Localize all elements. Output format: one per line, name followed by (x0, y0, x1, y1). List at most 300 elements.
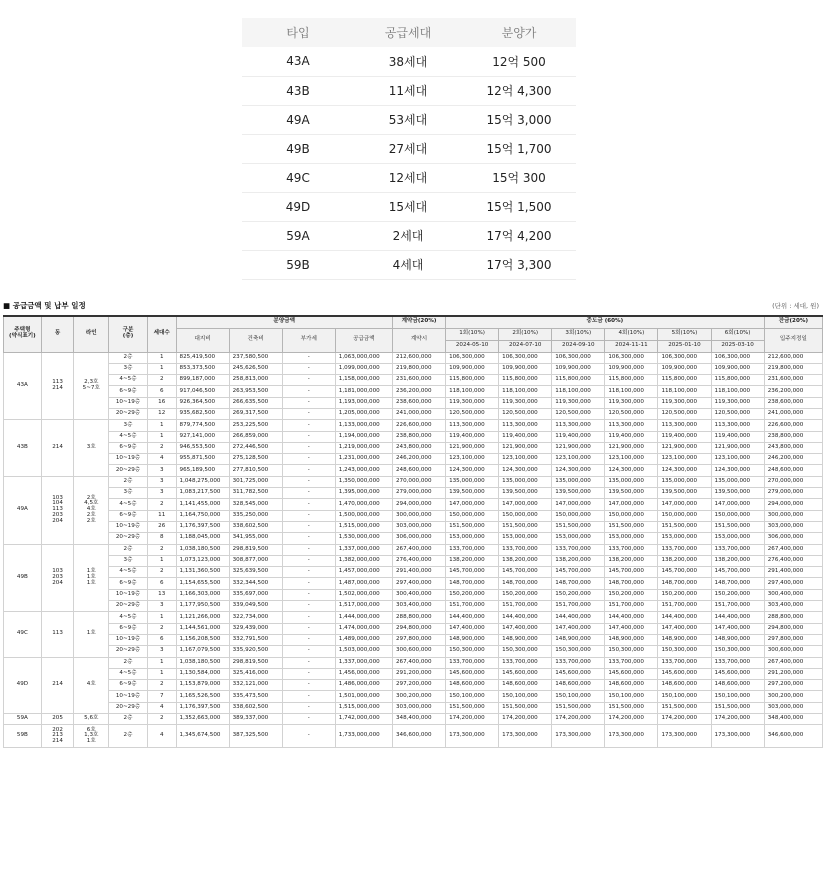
summary-type: 43B (242, 76, 354, 105)
cell-total: 1,487,000,000 (335, 578, 392, 589)
cell-deposit: 238,600,000 (392, 397, 445, 408)
cell-middle-6: 148,900,000 (711, 634, 764, 645)
cell-line: 5,6호 (74, 714, 109, 725)
cell-middle-2: 151,500,000 (499, 702, 552, 713)
cell-balance: 246,200,000 (764, 454, 822, 465)
cell-vat: - (282, 725, 335, 748)
cell-middle-2: 118,100,000 (499, 386, 552, 397)
cell-middle-4: 150,000,000 (605, 510, 658, 521)
cell-balance: 303,000,000 (764, 702, 822, 713)
cell-middle-4: 115,800,000 (605, 375, 658, 386)
table-row (4, 567, 823, 578)
cell-floor: 20~29층 (109, 465, 148, 476)
cell-building: 332,344,500 (229, 578, 282, 589)
cell-balance: 212,600,000 (764, 352, 822, 363)
cell-households: 6 (147, 386, 176, 397)
cell-floor: 6~9층 (109, 386, 148, 397)
cell-middle-3: 120,500,000 (552, 408, 605, 419)
cell-middle-6: 145,600,000 (711, 668, 764, 679)
cell-households: 13 (147, 589, 176, 600)
cell-middle-4: 106,300,000 (605, 352, 658, 363)
cell-balance: 226,600,000 (764, 420, 822, 431)
cell-middle-1: 124,300,000 (446, 465, 499, 476)
cell-households: 2 (147, 499, 176, 510)
header-middle-3: 3회(10%) (552, 328, 605, 340)
cell-total: 1,457,000,000 (335, 567, 392, 578)
cell-middle-5: 113,300,000 (658, 420, 711, 431)
cell-floor: 2층 (109, 725, 148, 748)
cell-middle-6: 115,800,000 (711, 375, 764, 386)
cell-land: 927,141,000 (176, 431, 229, 442)
cell-households: 1 (147, 420, 176, 431)
cell-middle-3: 113,300,000 (552, 420, 605, 431)
cell-deposit: 306,000,000 (392, 533, 445, 544)
cell-middle-1: 148,600,000 (446, 680, 499, 691)
cell-middle-5: 115,800,000 (658, 375, 711, 386)
summary-units: 2세대 (354, 221, 462, 250)
cell-total: 1,474,000,000 (335, 623, 392, 634)
cell-total: 1,500,000,000 (335, 510, 392, 521)
summary-header-row (242, 18, 576, 47)
cell-middle-4: 145,600,000 (605, 668, 658, 679)
cell-land: 1,073,123,000 (176, 555, 229, 566)
cell-middle-3: 150,000,000 (552, 510, 605, 521)
header-middle-6: 6회(10%) (711, 328, 764, 340)
cell-middle-6: 124,300,000 (711, 465, 764, 476)
cell-vat: - (282, 352, 335, 363)
cell-vat: - (282, 578, 335, 589)
header-deposit-when: 계약시 (392, 328, 445, 352)
header-type: 주택형 (약식표기) (4, 316, 42, 352)
cell-vat: - (282, 375, 335, 386)
cell-deposit: 303,400,000 (392, 601, 445, 612)
cell-middle-3: 151,700,000 (552, 601, 605, 612)
cell-middle-6: 174,200,000 (711, 714, 764, 725)
cell-balance: 300,000,000 (764, 510, 822, 521)
cell-middle-6: 135,000,000 (711, 476, 764, 487)
header-total: 공급금액 (335, 328, 392, 352)
cell-deposit: 238,800,000 (392, 431, 445, 442)
cell-middle-3: 138,200,000 (552, 555, 605, 566)
summary-type: 49D (242, 192, 354, 221)
cell-middle-4: 138,200,000 (605, 555, 658, 566)
cell-households: 3 (147, 646, 176, 657)
header-vat: 부가세 (282, 328, 335, 352)
table-row (4, 431, 823, 442)
cell-balance: 267,400,000 (764, 657, 822, 668)
cell-middle-2: 148,700,000 (499, 578, 552, 589)
cell-land: 1,038,180,500 (176, 657, 229, 668)
cell-middle-5: 139,500,000 (658, 488, 711, 499)
table-row (4, 578, 823, 589)
cell-vat: - (282, 431, 335, 442)
cell-middle-4: 174,200,000 (605, 714, 658, 725)
header-deposit-group: 계약금(20%) (392, 316, 445, 328)
cell-middle-5: 148,900,000 (658, 634, 711, 645)
cell-line: 4호 (74, 657, 109, 713)
cell-vat: - (282, 488, 335, 499)
cell-middle-1: 151,500,000 (446, 521, 499, 532)
cell-middle-4: 148,700,000 (605, 578, 658, 589)
cell-middle-1: 119,300,000 (446, 397, 499, 408)
cell-households: 1 (147, 668, 176, 679)
cell-vat: - (282, 657, 335, 668)
cell-middle-4: 120,500,000 (605, 408, 658, 419)
cell-middle-3: 173,300,000 (552, 725, 605, 748)
cell-middle-2: 139,500,000 (499, 488, 552, 499)
cell-building: 275,128,500 (229, 454, 282, 465)
cell-middle-1: 153,000,000 (446, 533, 499, 544)
cell-middle-3: 153,000,000 (552, 533, 605, 544)
cell-middle-4: 150,100,000 (605, 691, 658, 702)
header-middle-date-1: 2024-05-10 (446, 340, 499, 352)
cell-floor: 20~29층 (109, 702, 148, 713)
cell-middle-6: 121,900,000 (711, 442, 764, 453)
cell-middle-4: 153,000,000 (605, 533, 658, 544)
cell-middle-5: 148,600,000 (658, 680, 711, 691)
cell-middle-1: 121,900,000 (446, 442, 499, 453)
cell-middle-6: 133,700,000 (711, 544, 764, 555)
cell-land: 1,165,526,500 (176, 691, 229, 702)
cell-floor: 4~5층 (109, 499, 148, 510)
cell-balance: 303,000,000 (764, 521, 822, 532)
summary-row (242, 134, 576, 163)
cell-land: 1,176,397,500 (176, 521, 229, 532)
cell-middle-4: 151,700,000 (605, 601, 658, 612)
cell-middle-2: 133,700,000 (499, 544, 552, 555)
cell-line: 2,3호 5~7호 (74, 352, 109, 420)
cell-middle-5: 153,000,000 (658, 533, 711, 544)
cell-line: 6호 1,3호 1호 (74, 725, 109, 748)
cell-middle-5: 109,900,000 (658, 363, 711, 374)
cell-total: 1,489,000,000 (335, 634, 392, 645)
cell-middle-4: 121,900,000 (605, 442, 658, 453)
cell-households: 2 (147, 680, 176, 691)
cell-building: 308,877,000 (229, 555, 282, 566)
cell-middle-4: 147,000,000 (605, 499, 658, 510)
cell-middle-4: 119,400,000 (605, 431, 658, 442)
cell-line: 2호 4,5호 4호 2호 2호 (74, 476, 109, 544)
summary-type: 59A (242, 221, 354, 250)
cell-middle-3: 147,400,000 (552, 623, 605, 634)
cell-balance: 300,200,000 (764, 691, 822, 702)
cell-floor: 4~5층 (109, 612, 148, 623)
cell-deposit: 267,400,000 (392, 657, 445, 668)
cell-middle-5: 151,500,000 (658, 521, 711, 532)
cell-households: 7 (147, 691, 176, 702)
summary-type: 59B (242, 250, 354, 279)
cell-vat: - (282, 691, 335, 702)
cell-type: 43A (4, 352, 42, 420)
summary-units: 4세대 (354, 250, 462, 279)
cell-middle-6: 173,300,000 (711, 725, 764, 748)
cell-middle-3: 144,400,000 (552, 612, 605, 623)
cell-households: 26 (147, 521, 176, 532)
cell-balance: 346,600,000 (764, 725, 822, 748)
cell-middle-4: 113,300,000 (605, 420, 658, 431)
cell-middle-5: 151,700,000 (658, 601, 711, 612)
cell-balance: 291,200,000 (764, 668, 822, 679)
cell-middle-2: 106,300,000 (499, 352, 552, 363)
cell-building: 311,782,500 (229, 488, 282, 499)
cell-balance: 303,400,000 (764, 601, 822, 612)
cell-deposit: 219,800,000 (392, 363, 445, 374)
cell-middle-6: 150,100,000 (711, 691, 764, 702)
cell-building: 335,250,000 (229, 510, 282, 521)
cell-building: 332,791,500 (229, 634, 282, 645)
cell-vat: - (282, 363, 335, 374)
cell-balance: 231,600,000 (764, 375, 822, 386)
cell-households: 1 (147, 352, 176, 363)
summary-row (242, 163, 576, 192)
cell-building: 328,545,000 (229, 499, 282, 510)
cell-balance: 270,000,000 (764, 476, 822, 487)
cell-middle-1: 138,200,000 (446, 555, 499, 566)
cell-building: 253,225,500 (229, 420, 282, 431)
cell-middle-3: 148,900,000 (552, 634, 605, 645)
table-row (4, 442, 823, 453)
cell-vat: - (282, 386, 335, 397)
cell-deposit: 243,800,000 (392, 442, 445, 453)
cell-middle-4: 150,200,000 (605, 589, 658, 600)
cell-middle-6: 148,600,000 (711, 680, 764, 691)
cell-vat: - (282, 601, 335, 612)
summary-price: 17억 3,300 (462, 250, 576, 279)
cell-middle-3: 109,900,000 (552, 363, 605, 374)
cell-middle-1: 148,700,000 (446, 578, 499, 589)
cell-deposit: 346,600,000 (392, 725, 445, 748)
cell-floor: 2층 (109, 544, 148, 555)
cell-total: 1,243,000,000 (335, 465, 392, 476)
table-row (4, 420, 823, 431)
cell-middle-1: 150,100,000 (446, 691, 499, 702)
cell-line: 1호 1호 1호 (74, 544, 109, 612)
cell-building: 389,337,000 (229, 714, 282, 725)
cell-middle-2: 150,100,000 (499, 691, 552, 702)
cell-land: 899,187,000 (176, 375, 229, 386)
cell-middle-2: 174,200,000 (499, 714, 552, 725)
table-row (4, 725, 823, 748)
cell-total: 1,194,000,000 (335, 431, 392, 442)
cell-building: 277,810,500 (229, 465, 282, 476)
cell-vat: - (282, 634, 335, 645)
cell-middle-1: 113,300,000 (446, 420, 499, 431)
cell-floor: 10~19층 (109, 634, 148, 645)
cell-households: 3 (147, 488, 176, 499)
cell-total: 1,733,000,000 (335, 725, 392, 748)
cell-vat: - (282, 521, 335, 532)
cell-building: 338,602,500 (229, 521, 282, 532)
cell-middle-4: 173,300,000 (605, 725, 658, 748)
cell-middle-6: 106,300,000 (711, 352, 764, 363)
table-row (4, 589, 823, 600)
cell-middle-2: 150,000,000 (499, 510, 552, 521)
cell-vat: - (282, 567, 335, 578)
cell-middle-1: 133,700,000 (446, 657, 499, 668)
cell-deposit: 270,000,000 (392, 476, 445, 487)
cell-total: 1,503,000,000 (335, 646, 392, 657)
cell-middle-5: 135,000,000 (658, 476, 711, 487)
cell-dong: 214 (41, 657, 74, 713)
cell-deposit: 300,200,000 (392, 691, 445, 702)
cell-vat: - (282, 612, 335, 623)
cell-deposit: 291,200,000 (392, 668, 445, 679)
summary-row (242, 105, 576, 134)
cell-building: 335,920,500 (229, 646, 282, 657)
table-row (4, 702, 823, 713)
cell-middle-4: 139,500,000 (605, 488, 658, 499)
summary-header-units: 공급세대 (354, 18, 462, 47)
cell-floor: 10~19층 (109, 589, 148, 600)
cell-middle-6: 119,400,000 (711, 431, 764, 442)
cell-middle-6: 151,500,000 (711, 521, 764, 532)
cell-middle-3: 148,600,000 (552, 680, 605, 691)
summary-units: 27세대 (354, 134, 462, 163)
cell-middle-6: 113,300,000 (711, 420, 764, 431)
cell-middle-2: 113,300,000 (499, 420, 552, 431)
cell-middle-5: 120,500,000 (658, 408, 711, 419)
cell-land: 1,164,750,000 (176, 510, 229, 521)
cell-dong: 113 214 (41, 352, 74, 420)
cell-deposit: 297,400,000 (392, 578, 445, 589)
cell-building: 301,725,000 (229, 476, 282, 487)
cell-middle-3: 119,400,000 (552, 431, 605, 442)
cell-middle-5: 124,300,000 (658, 465, 711, 476)
cell-balance: 241,000,000 (764, 408, 822, 419)
cell-land: 1,144,561,000 (176, 623, 229, 634)
cell-middle-1: 145,700,000 (446, 567, 499, 578)
header-middle-date-6: 2025-03-10 (711, 340, 764, 352)
cell-land: 1,352,663,000 (176, 714, 229, 725)
cell-households: 4 (147, 702, 176, 713)
summary-price: 15억 1,500 (462, 192, 576, 221)
cell-middle-3: 151,500,000 (552, 702, 605, 713)
cell-deposit: 241,000,000 (392, 408, 445, 419)
cell-middle-2: 144,400,000 (499, 612, 552, 623)
cell-land: 946,553,500 (176, 442, 229, 453)
cell-land: 1,176,397,500 (176, 702, 229, 713)
table-row (4, 521, 823, 532)
cell-households: 2 (147, 544, 176, 555)
cell-middle-2: 145,700,000 (499, 567, 552, 578)
cell-middle-4: 109,900,000 (605, 363, 658, 374)
cell-households: 8 (147, 533, 176, 544)
cell-type: 59B (4, 725, 42, 748)
cell-middle-2: 133,700,000 (499, 657, 552, 668)
cell-building: 266,635,500 (229, 397, 282, 408)
cell-land: 1,177,950,500 (176, 601, 229, 612)
cell-floor: 20~29층 (109, 601, 148, 612)
table-row (4, 386, 823, 397)
cell-land: 1,141,455,000 (176, 499, 229, 510)
cell-total: 1,530,000,000 (335, 533, 392, 544)
cell-floor: 10~19층 (109, 521, 148, 532)
cell-middle-1: 174,200,000 (446, 714, 499, 725)
cell-building: 272,446,500 (229, 442, 282, 453)
cell-balance: 288,800,000 (764, 612, 822, 623)
cell-middle-4: 151,500,000 (605, 702, 658, 713)
summary-price: 12억 500 (462, 47, 576, 76)
summary-row (242, 250, 576, 279)
header-middle-4: 4회(10%) (605, 328, 658, 340)
cell-middle-6: 151,700,000 (711, 601, 764, 612)
cell-households: 3 (147, 465, 176, 476)
cell-type: 49B (4, 544, 42, 612)
table-row (4, 601, 823, 612)
table-row (4, 510, 823, 521)
cell-middle-2: 148,900,000 (499, 634, 552, 645)
cell-deposit: 288,800,000 (392, 612, 445, 623)
header-middle-2: 2회(10%) (499, 328, 552, 340)
cell-middle-5: 150,000,000 (658, 510, 711, 521)
cell-middle-3: 139,500,000 (552, 488, 605, 499)
cell-floor: 20~29층 (109, 408, 148, 419)
cell-middle-5: 147,400,000 (658, 623, 711, 634)
cell-middle-1: 148,900,000 (446, 634, 499, 645)
header-middle-1: 1회(10%) (446, 328, 499, 340)
cell-middle-3: 118,100,000 (552, 386, 605, 397)
cell-floor: 6~9층 (109, 578, 148, 589)
cell-total: 1,181,000,000 (335, 386, 392, 397)
header-line: 라인 (74, 316, 109, 352)
cell-households: 3 (147, 476, 176, 487)
cell-type: 49A (4, 476, 42, 544)
cell-middle-3: 150,300,000 (552, 646, 605, 657)
cell-middle-6: 145,700,000 (711, 567, 764, 578)
cell-building: 325,639,500 (229, 567, 282, 578)
cell-balance: 248,600,000 (764, 465, 822, 476)
schedule-title: ■ 공급금액 및 납부 일정 (3, 301, 86, 310)
cell-middle-2: 124,300,000 (499, 465, 552, 476)
header-middle-5: 5회(10%) (658, 328, 711, 340)
cell-middle-1: 135,000,000 (446, 476, 499, 487)
cell-middle-6: 144,400,000 (711, 612, 764, 623)
cell-middle-4: 144,400,000 (605, 612, 658, 623)
cell-total: 1,193,000,000 (335, 397, 392, 408)
cell-total: 1,515,000,000 (335, 521, 392, 532)
cell-deposit: 246,200,000 (392, 454, 445, 465)
cell-middle-3: 145,700,000 (552, 567, 605, 578)
table-row (4, 668, 823, 679)
cell-middle-1: 150,200,000 (446, 589, 499, 600)
cell-land: 1,167,079,500 (176, 646, 229, 657)
summary-row (242, 221, 576, 250)
summary-type: 49C (242, 163, 354, 192)
cell-households: 2 (147, 567, 176, 578)
summary-units: 11세대 (354, 76, 462, 105)
table-row (4, 408, 823, 419)
cell-total: 1,502,000,000 (335, 589, 392, 600)
cell-middle-1: 151,500,000 (446, 702, 499, 713)
summary-units: 15세대 (354, 192, 462, 221)
cell-building: 266,859,000 (229, 431, 282, 442)
summary-units: 12세대 (354, 163, 462, 192)
cell-vat: - (282, 589, 335, 600)
cell-middle-4: 145,700,000 (605, 567, 658, 578)
table-row (4, 612, 823, 623)
cell-middle-6: 147,000,000 (711, 499, 764, 510)
cell-middle-6: 119,300,000 (711, 397, 764, 408)
cell-middle-1: 123,100,000 (446, 454, 499, 465)
summary-row (242, 76, 576, 105)
header-middle-date-5: 2025-01-10 (658, 340, 711, 352)
cell-middle-1: 147,400,000 (446, 623, 499, 634)
cell-deposit: 231,600,000 (392, 375, 445, 386)
table-row (4, 454, 823, 465)
cell-floor: 4~5층 (109, 567, 148, 578)
cell-middle-2: 119,300,000 (499, 397, 552, 408)
cell-land: 1,153,879,000 (176, 680, 229, 691)
